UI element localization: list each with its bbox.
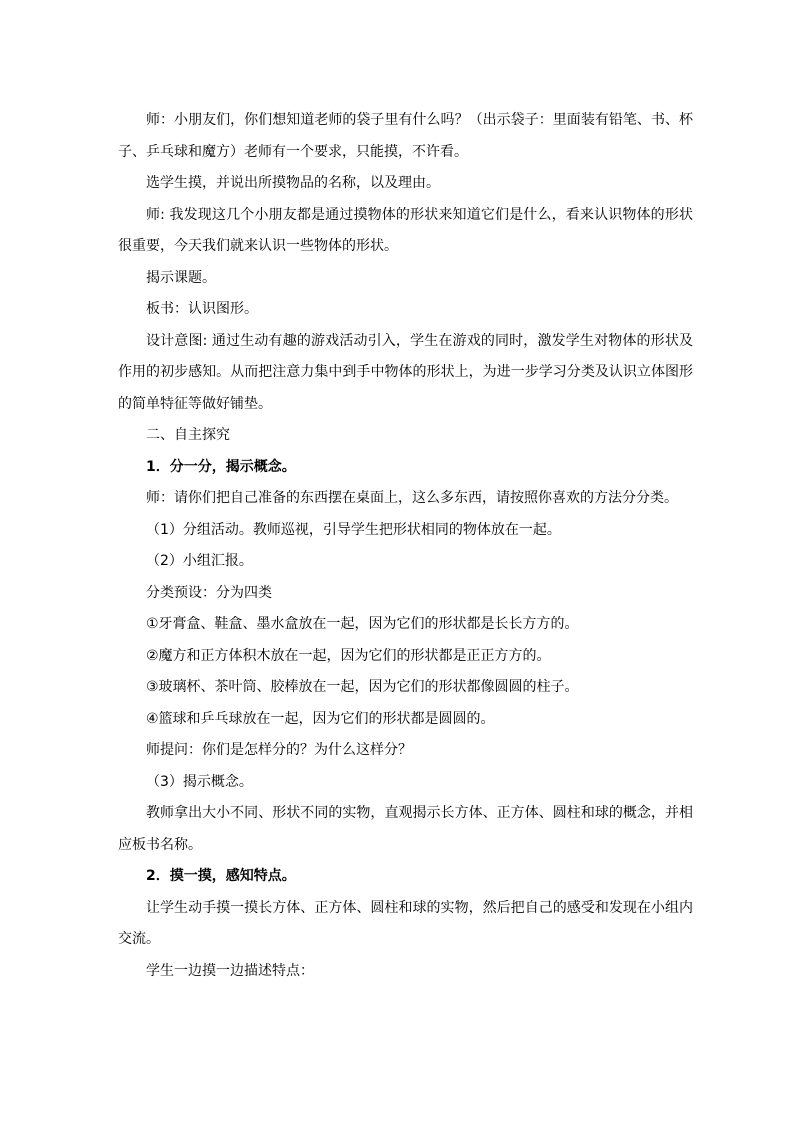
paragraph-group-report: （2）小组汇报。 [146, 553, 253, 569]
subheading-classify: 1．分一分，揭示概念。 [146, 458, 296, 475]
paragraph-students-describe: 学生一边摸一边描述特点： [146, 962, 314, 979]
paragraph-reveal-concept: （3）揭示概念。 [146, 773, 253, 790]
paragraph-teacher-classify: 师：请你们把自己准备的东西摆在桌面上，这么多东西，请按照你喜欢的方法分分类。 [146, 490, 678, 506]
paragraph-teacher-question: 师提问：你们是怎样分的？为什么这样分？ [146, 742, 412, 758]
list-item-sphere: ④篮球和乒乓球放在一起，因为它们的形状都是圆圆的。 [146, 710, 495, 727]
paragraph-choose-student: 选学生摸，并说出所摸物品的名称，以及理由。 [146, 175, 440, 191]
paragraph-reveal-topic: 揭示课题。 [146, 269, 216, 286]
list-item-cuboid: ①牙膏盒、鞋盒、墨水盒放在一起，因为它们的形状都是长长方方的。 [146, 616, 579, 632]
paragraph-board-writing: 板书：认识图形。 [146, 301, 258, 317]
document-page [118, 105, 693, 987]
paragraph-classification-preset: 分类预设：分为四类 [146, 584, 272, 601]
paragraph-design-intent: 设计意图: 通过生动有趣的游戏活动引入，学生在游戏的同时，激发学生对物体的形状及作用的初步感知。从而把注意力集中到手中物体的形状上，为进一步学习分类及认识立体图形的简单特征等做好铺垫。 [118, 332, 693, 412]
paragraph-students-touch: 让学生动手摸一摸长方体、正方体、圆柱和球的实物，然后把自己的感受和发现在小组内交流。 [118, 899, 693, 947]
subheading-touch: 2．摸一摸，感知特点。 [146, 868, 296, 884]
paragraph-group-activity: （1）分组活动。教师巡视，引导学生把形状相同的物体放在一起。 [146, 521, 561, 538]
paragraph-teacher-bag: 师：小朋友们，你们想知道老师的袋子里有什么吗？（出示袋子：里面装有铅笔、书、杯子、乒乓球和魔方）老师有一个要求，只能摸，不许看。 [118, 112, 693, 160]
section-heading-independent-inquiry: 二、自主探究 [146, 427, 230, 443]
list-item-cube: ②魔方和正方体积木放在一起，因为它们的形状都是正正方方的。 [146, 647, 551, 664]
paragraph-teacher-discovery: 师: 我发现这几个小朋友都是通过摸物体的形状来知道它们是什么，看来认识物体的形状很重要，今天我们就来认识一些物体的形状。 [118, 206, 693, 254]
list-item-cylinder: ③玻璃杯、茶叶筒、胶棒放在一起，因为它们的形状都像圆圆的柱子。 [146, 679, 579, 695]
paragraph-teacher-objects: 教师拿出大小不同、形状不同的实物，直观揭示长方体、正方体、圆柱和球的概念，并相应板书名称。 [118, 805, 693, 853]
